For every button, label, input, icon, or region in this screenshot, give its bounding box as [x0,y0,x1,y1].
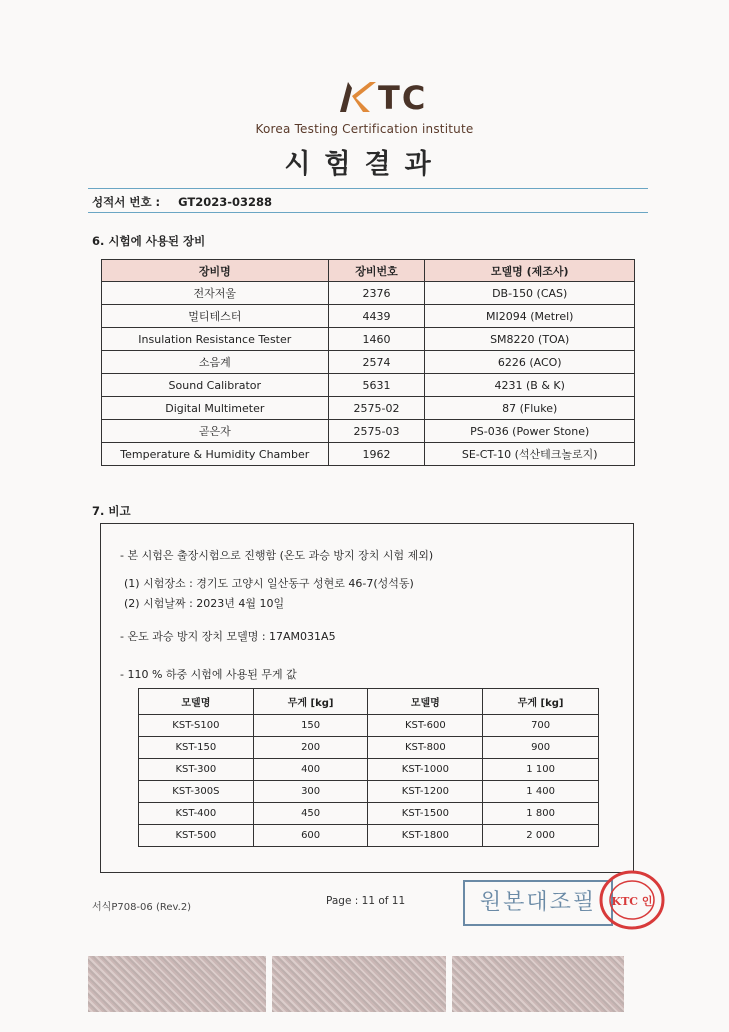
report-number: GT2023-03288 [178,195,273,209]
weight-value: 1 400 [483,781,599,803]
weight-value: 1 100 [483,759,599,781]
equipment-number: 2575-02 [328,397,425,420]
col-header: 무게 [kg] [483,689,599,715]
table-row [102,374,635,397]
col-header: 모델명 [139,689,254,715]
page-number: Page : 11 of 11 [326,895,406,907]
model-name: KST-1200 [368,781,483,803]
section-6-heading: 6. 시험에 사용된 장비 [92,234,206,248]
model-name: KST-600 [368,715,483,737]
table-row [139,781,599,803]
equipment-model: SM8220 (TOA) [425,328,635,351]
model-name: KST-300S [139,781,254,803]
weight-value: 300 [253,781,368,803]
equipment-model: SE-CT-10 (석산테크놀로지) [425,443,635,466]
weight-value: 2 000 [483,825,599,847]
table-row [102,305,635,328]
seal-text: KTC 인 [611,895,653,908]
equipment-name: 곧은자 [102,420,329,443]
equipment-name: 멀티테스터 [102,305,329,328]
equipment-model: PS-036 (Power Stone) [425,420,635,443]
weight-value: 450 [253,803,368,825]
table-row [139,803,599,825]
weight-value: 150 [253,715,368,737]
equipment-number: 2376 [328,282,425,305]
ktc-logo [330,78,470,114]
remark-note: - 110 % 하중 시험에 사용된 무게 값 [120,668,297,681]
page-title: 시험결과 [284,149,445,180]
divider-top [88,188,648,189]
weight-value: 1 800 [483,803,599,825]
col-header: 무게 [kg] [253,689,368,715]
hologram-strip [272,956,446,1012]
equipment-name: 소음계 [102,351,329,374]
table-row [139,759,599,781]
official-seal [596,868,668,932]
hologram-strip [88,956,266,1012]
weight-value: 200 [253,737,368,759]
equipment-model: 87 (Fluke) [425,397,635,420]
table-row [139,737,599,759]
model-name: KST-1000 [368,759,483,781]
original-verified-stamp: 원본대조필 [463,880,613,926]
weight-value: 900 [483,737,599,759]
equipment-name: Sound Calibrator [102,374,329,397]
equipment-name: Insulation Resistance Tester [102,328,329,351]
model-name: KST-1800 [368,825,483,847]
weight-value: 700 [483,715,599,737]
report-number-label: 성적서 번호 : [92,195,161,209]
equipment-number: 2575-03 [328,420,425,443]
equipment-number: 2574 [328,351,425,374]
remark-note: (1) 시험장소 : 경기도 고양시 일산동구 성현로 46-7(성석동) [124,577,414,590]
model-name: KST-150 [139,737,254,759]
col-header: 장비명 [102,260,329,282]
equipment-number: 4439 [328,305,425,328]
equipment-name: Temperature & Humidity Chamber [102,443,329,466]
table-row [102,397,635,420]
col-header: 모델명 (제조사) [425,260,635,282]
model-name: KST-400 [139,803,254,825]
equipment-number: 1962 [328,443,425,466]
equipment-number: 5631 [328,374,425,397]
equipment-name: Digital Multimeter [102,397,329,420]
logo-subtitle: Korea Testing Certification institute [255,122,474,136]
equipment-model: 4231 (B & K) [425,374,635,397]
remark-note: - 온도 과승 방지 장치 모델명 : 17AM031A5 [120,630,336,643]
col-header: 장비번호 [328,260,425,282]
model-name: KST-500 [139,825,254,847]
remark-note: (2) 시험날짜 : 2023년 4월 10일 [124,597,285,610]
weight-value: 600 [253,825,368,847]
table-row [102,282,635,305]
equipment-name: 전자저울 [102,282,329,305]
equipment-model: MI2094 (Metrel) [425,305,635,328]
divider-bottom [88,212,648,213]
model-name: KST-1500 [368,803,483,825]
table-row [102,420,635,443]
model-name: KST-800 [368,737,483,759]
model-name: KST-300 [139,759,254,781]
table-row [102,351,635,374]
table-row [139,715,599,737]
equipment-number: 1460 [328,328,425,351]
table-row [102,443,635,466]
remark-note: - 본 시험은 출장시험으로 진행함 (온도 과승 방지 장치 시험 제외) [120,549,434,562]
equipment-header-row [102,260,635,282]
equipment-table [101,259,635,466]
model-name: KST-S100 [139,715,254,737]
weights-table [138,688,599,847]
weights-header-row [139,689,599,715]
section-7-heading: 7. 비고 [92,504,131,518]
report-number-row [92,194,272,210]
form-code: 서식P708-06 (Rev.2) [92,902,192,913]
svg-text:TC: TC [378,79,428,114]
table-row [139,825,599,847]
equipment-model: 6226 (ACO) [425,351,635,374]
equipment-model: DB-150 (CAS) [425,282,635,305]
col-header: 모델명 [368,689,483,715]
hologram-strip [452,956,624,1012]
table-row [102,328,635,351]
weight-value: 400 [253,759,368,781]
